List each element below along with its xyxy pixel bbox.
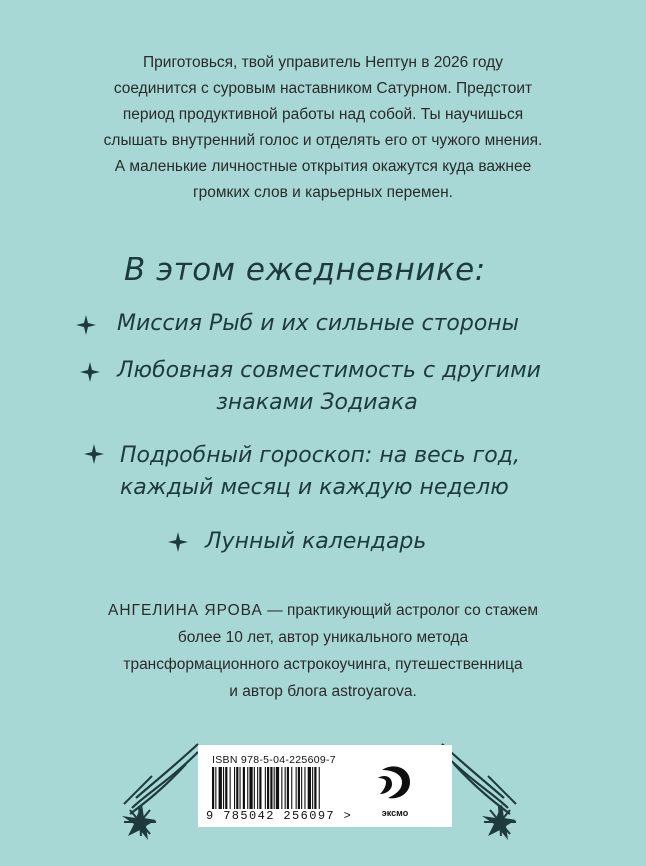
barcode-bar xyxy=(304,767,305,809)
author-line: трансформационного астрокоучинга, путешественница xyxy=(123,656,523,673)
barcode-bar xyxy=(267,767,269,809)
barcode-bar xyxy=(230,767,231,809)
sparkle-icon xyxy=(84,444,104,464)
barcode-bar xyxy=(223,767,224,809)
feature-line: Подробный гороскоп: на весь год, xyxy=(120,443,520,468)
barcode-bar xyxy=(225,767,227,809)
feature-line: Любовная совместимость с другими xyxy=(117,358,541,383)
barcode-bar xyxy=(234,767,235,809)
intro-line: период продуктивной работы над собой. Ты научишься xyxy=(122,106,524,123)
feature-line: Лунный календарь xyxy=(205,529,427,554)
barcode-bar xyxy=(314,767,316,809)
author-name: АНГЕЛИНА ЯРОВА xyxy=(108,602,263,619)
author-line: и автор блога astroyarova. xyxy=(229,683,417,700)
barcode-bar xyxy=(274,767,275,809)
barcode-bar xyxy=(240,767,241,809)
barcode-bar xyxy=(301,767,302,809)
publisher-name: эксмо xyxy=(381,808,409,818)
feature-line: знаками Зодиака xyxy=(216,390,418,415)
barcode-bar xyxy=(236,767,238,809)
barcode-bar xyxy=(298,767,300,809)
feature-item xyxy=(117,308,519,340)
barcode-bar xyxy=(215,767,216,809)
barcode-bar xyxy=(249,767,252,809)
barcode-bar xyxy=(276,767,279,809)
feature-line: каждый месяц и каждую неделю xyxy=(120,475,509,500)
intro-paragraph xyxy=(40,50,606,206)
sparkle-icon xyxy=(76,315,96,335)
barcode-bar xyxy=(265,767,266,809)
barcode-bar xyxy=(247,767,248,809)
feature-item xyxy=(205,526,426,558)
author-line xyxy=(60,597,586,624)
barcode-bar xyxy=(257,767,258,809)
barcode-bar xyxy=(296,767,297,809)
author-line: более 10 лет, автор уникального метода xyxy=(177,629,469,646)
barcode-bar xyxy=(259,767,261,809)
ean-number: 9 785042 256097 > xyxy=(206,809,353,823)
barcode-bar xyxy=(212,767,214,809)
barcode-bar xyxy=(219,767,222,809)
barcode-bars xyxy=(212,767,362,809)
intro-line: слышать внутренний голос и отделять его от чужого мнения. xyxy=(103,132,543,149)
barcode-bar xyxy=(270,767,272,809)
barcode-bar xyxy=(291,767,292,809)
list-title: В этом ежедневнике: xyxy=(124,252,486,288)
barcode-bar xyxy=(312,767,313,809)
barcode-bar xyxy=(254,767,255,809)
author-line-rest: — практикующий астролог со стажем xyxy=(262,602,538,619)
barcode-bar xyxy=(243,767,245,809)
barcode-bar xyxy=(319,767,320,809)
intro-line: соединится с суровым наставником Сатурном. Предстоит xyxy=(113,80,533,97)
barcode-bar xyxy=(287,767,289,809)
sparkle-icon xyxy=(168,532,188,552)
intro-line: громких слов и карьерных перемен. xyxy=(193,184,453,201)
feature-item xyxy=(120,440,520,504)
intro-line: А маленькие личностные открытия окажутся куда важнее xyxy=(114,158,532,175)
author-paragraph xyxy=(60,597,586,705)
barcode-bar xyxy=(308,767,311,809)
comet-right-icon xyxy=(440,740,580,850)
feature-item xyxy=(117,355,541,419)
feature-line: Миссия Рыб и их сильные стороны xyxy=(117,311,520,336)
comet-left-icon xyxy=(60,740,200,850)
intro-line: Приготовься, твой управитель Нептун в 2026 году xyxy=(143,54,503,71)
sparkle-icon xyxy=(80,362,100,382)
isbn-text: ISBN 978-5-04-225609-7 xyxy=(212,754,336,766)
barcode-bar xyxy=(285,767,286,809)
barcode-bar xyxy=(281,767,282,809)
